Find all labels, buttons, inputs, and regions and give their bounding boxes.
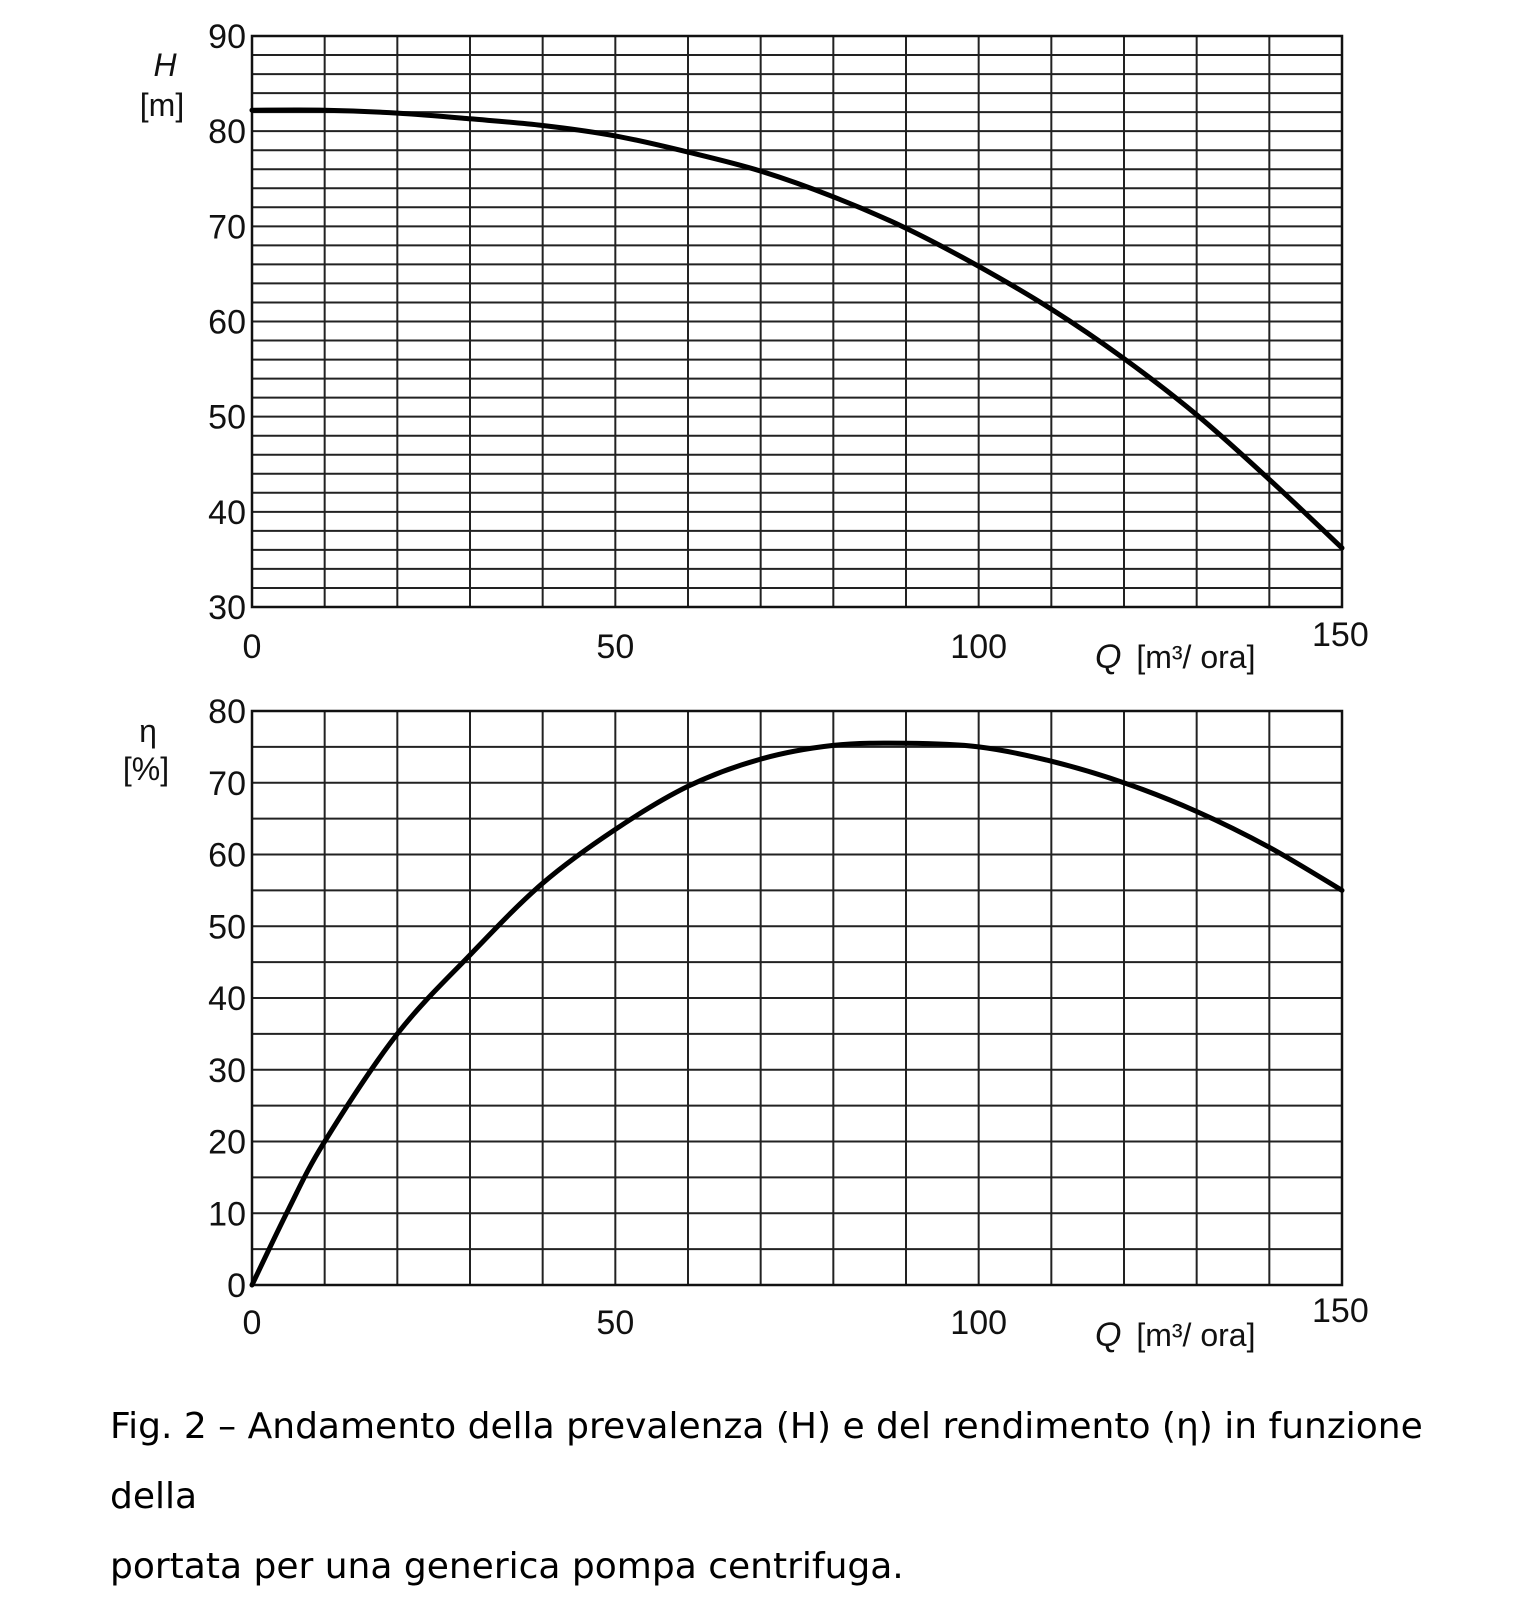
chart-efficiency-ytick-0: 0 — [227, 1267, 246, 1305]
chart-efficiency-xtick-150: 150 — [1312, 1292, 1369, 1330]
chart-head-ytick-50: 50 — [208, 398, 246, 437]
chart-head-y-ticks — [208, 18, 246, 627]
chart-head-ylabel-symbol: H — [153, 47, 177, 83]
chart-head-xtick-0: 0 — [242, 628, 262, 666]
chart-efficiency-curve — [252, 743, 1342, 1285]
chart-head-ylabel-unit: [m] — [139, 87, 185, 123]
chart-head-xlabel-unit: [m³/ ora] — [1136, 639, 1256, 675]
chart-head-xtick-50: 50 — [596, 628, 635, 666]
chart-efficiency — [123, 693, 1369, 1354]
chart-head-grid — [252, 36, 1342, 607]
chart-efficiency-xlabel-unit: [m³/ ora] — [1136, 1317, 1256, 1353]
chart-efficiency-ytick-10: 10 — [208, 1195, 246, 1234]
chart-efficiency-xlabel-symbol: Q — [1095, 1316, 1122, 1354]
chart-head-ytick-30: 30 — [208, 589, 246, 627]
chart-head-ytick-80: 80 — [208, 113, 246, 152]
chart-efficiency-y-ticks — [208, 693, 246, 1305]
chart-head-ytick-60: 60 — [208, 303, 246, 342]
chart-efficiency-ytick-70: 70 — [208, 764, 246, 803]
chart-efficiency-ytick-60: 60 — [208, 836, 246, 875]
chart-efficiency-ytick-80: 80 — [208, 693, 246, 731]
chart-head-curve — [252, 110, 1342, 548]
chart-efficiency-xlabel — [1095, 1316, 1255, 1354]
chart-head-ytick-40: 40 — [208, 493, 246, 532]
chart-efficiency-ylabel-unit: [%] — [122, 751, 170, 787]
chart-efficiency-ytick-30: 30 — [208, 1051, 246, 1090]
chart-efficiency-grid — [252, 711, 1342, 1285]
chart-head-xlabel-symbol: Q — [1095, 638, 1122, 676]
chart-head-ytick-90: 90 — [208, 18, 246, 56]
chart-head — [140, 18, 1369, 676]
chart-efficiency-xtick-50: 50 — [596, 1304, 635, 1342]
figure-caption — [110, 1392, 1510, 1602]
caption-line-1: Fig. 2 – Andamento della prevalenza (H) e del rendimento (η) in funzione della — [110, 1406, 1423, 1517]
chart-efficiency-ylabel-symbol: η — [139, 713, 157, 749]
chart-head-xtick-150: 150 — [1312, 616, 1369, 654]
chart-efficiency-ytick-20: 20 — [208, 1123, 246, 1162]
chart-head-xlabel — [1095, 638, 1255, 676]
chart-efficiency-ytick-50: 50 — [208, 908, 246, 947]
chart-head-xtick-100: 100 — [950, 628, 1008, 666]
caption-line-2: portata per una generica pompa centrifuga. — [110, 1546, 904, 1587]
chart-efficiency-xtick-0: 0 — [242, 1304, 262, 1342]
chart-efficiency-xtick-100: 100 — [950, 1304, 1008, 1342]
chart-head-ytick-70: 70 — [208, 208, 246, 247]
chart-efficiency-ytick-40: 40 — [208, 980, 246, 1018]
